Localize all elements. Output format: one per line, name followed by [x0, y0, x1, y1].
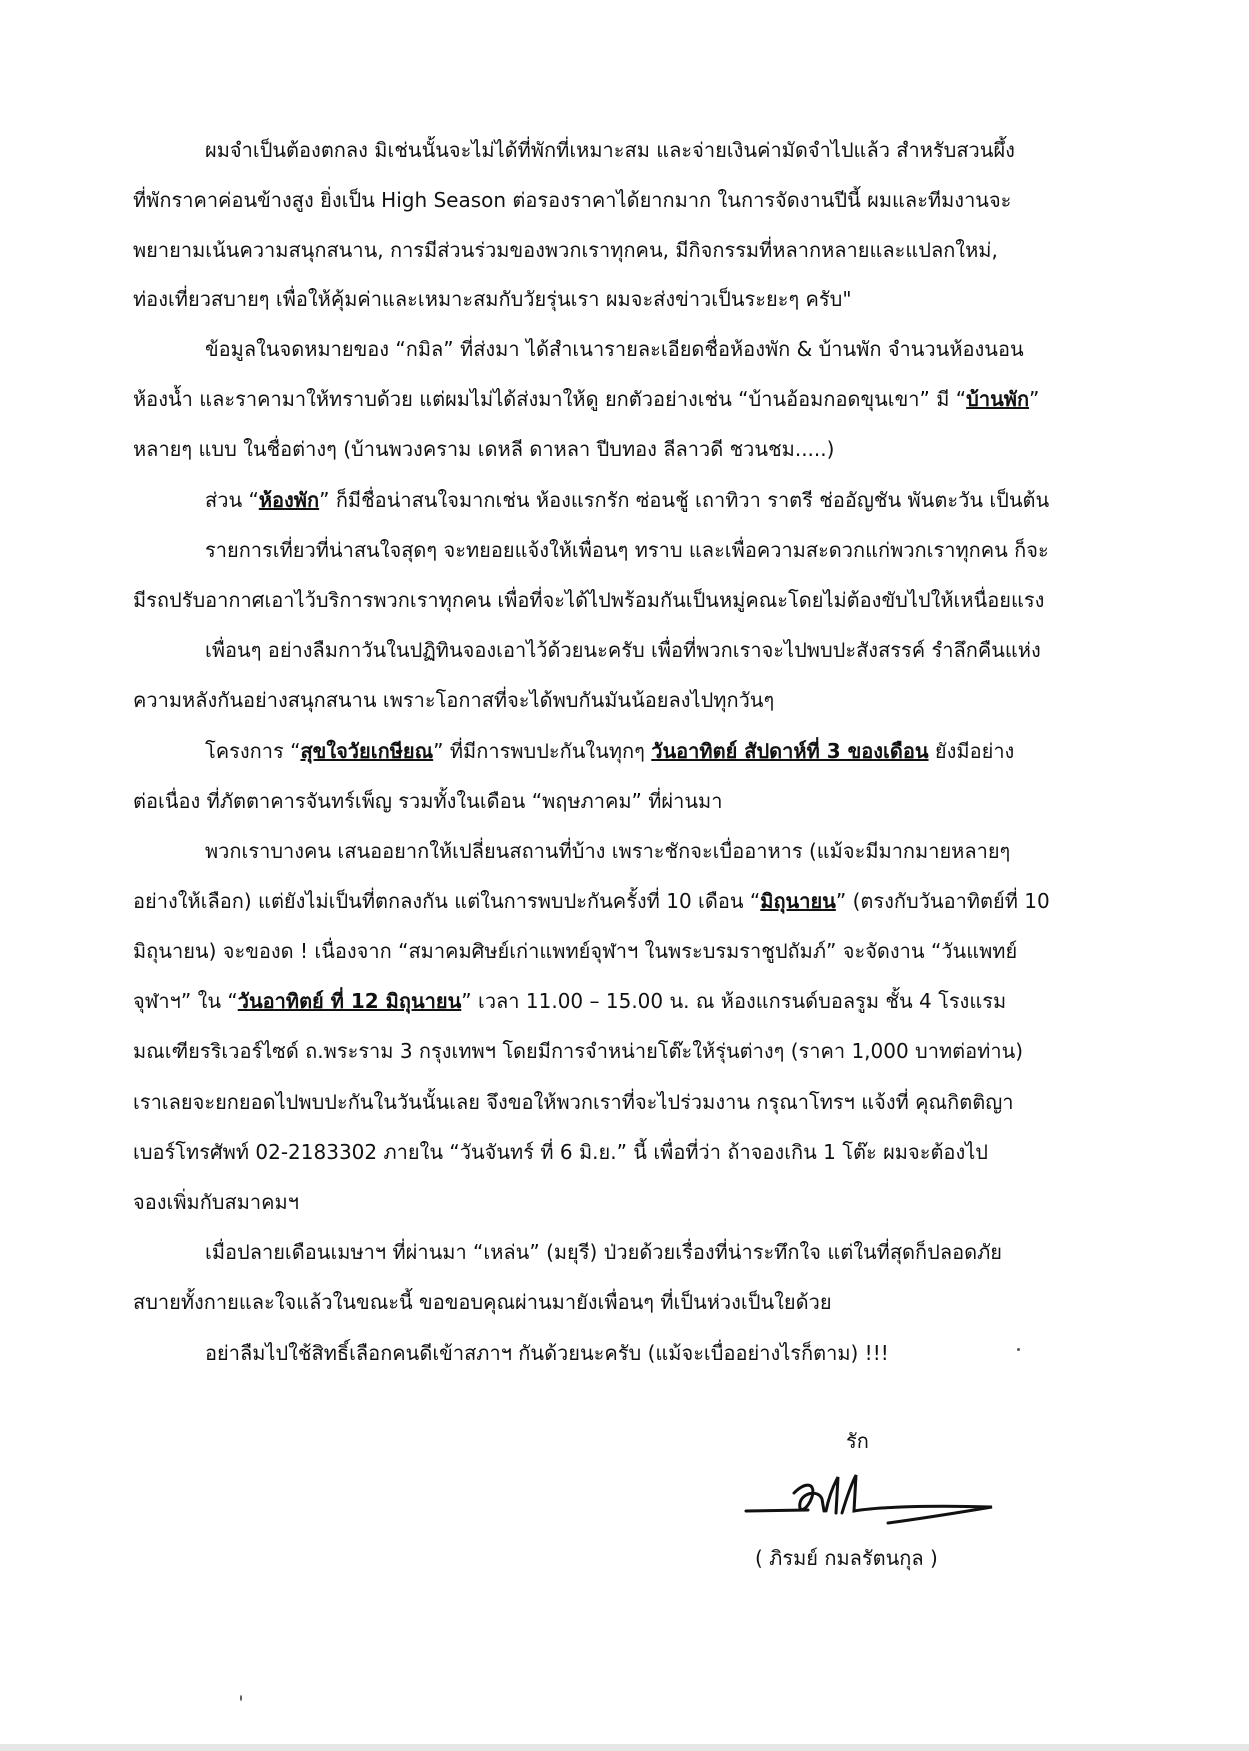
letter-line: สบายทั้งกายและใจแล้วในขณะนี้ ขอขอบคุณผ่านมายังเพื่อนๆ ที่เป็นห่วงเป็นใยด้วย [133, 1290, 832, 1314]
letter-text: ” [1029, 387, 1040, 411]
underlined-term: วันอาทิตย์ สัปดาห์ที่ 3 ของเดือน [651, 739, 929, 763]
letter-line: ท่องเที่ยวสบายๆ เพื่อให้คุ้มค่าและเหมาะสมกับวัยรุ่นเรา ผมจะส่งข่าวเป็นระยะๆ ครับ" [133, 287, 852, 311]
letter-line: ต่อเนื่อง ที่ภัตตาคารจันทร์เพ็ญ รวมทั้งในเดือน “พฤษภาคม” ที่ผ่านมา [133, 789, 723, 813]
signature-name: ( ภิรมย์ กมลรัตนกุล ) [755, 1546, 938, 1570]
letter-line [133, 886, 1050, 916]
scan-speck [240, 1695, 242, 1701]
letter-text: ยังมีอย่าง [928, 739, 1015, 763]
scan-edge [0, 1744, 1249, 1751]
letter-text: โครงการ “ [205, 739, 301, 763]
underlined-term: มิถุนายน [760, 889, 836, 913]
letter-line [205, 736, 1014, 766]
letter-line: ผมจำเป็นต้องตกลง มิเช่นนั้นจะไม่ได้ที่พักที่เหมาะสม และจ่ายเงินค่ามัดจำไปแล้ว สำหรับสวนผึ้ง [205, 138, 1015, 162]
letter-text: ” ก็มีชื่อน่าสนใจมากเช่น ห้องแรกรัก ซ่อนชู้ เถาทิวา ราตรี ช่ออัญชัน พันตะวัน เป็นต้น [319, 488, 1050, 512]
letter-line [133, 986, 1006, 1016]
letter-line: มณเฑียรริเวอร์ไซด์ ถ.พระราม 3 กรุงเทพฯ โดยมีการจำหน่ายโต๊ะให้รุ่นต่างๆ (ราคา 1,000 บาทต่อท่าน) [133, 1039, 1024, 1063]
letter-line: พวกเราบางคน เสนออยากให้เปลี่ยนสถานที่บ้าง เพราะชักจะเบื่ออาหาร (แม้จะมีมากมายหลายๆ [205, 839, 1011, 863]
closing-word: รัก [846, 1429, 869, 1453]
letter-line: พยายามเน้นความสนุกสนาน, การมีส่วนร่วมของพวกเราทุกคน, มีกิจกรรมที่หลากหลายและแปลกใหม่, [133, 238, 998, 262]
letter-line: เพื่อนๆ อย่างลืมกาวันในปฏิทินจองเอาไว้ด้วยนะครับ เพื่อที่พวกเราจะไปพบปะสังสรรค์ รำลึกคืนแห่ง [205, 638, 1041, 662]
letter-line: ข้อมูลในจดหมายของ “กมิล” ที่ส่งมา ได้สำเนารายละเอียดชื่อห้องพัก & บ้านพัก จำนวนห้องนอน [205, 337, 1024, 361]
letter-line: รายการเที่ยวที่น่าสนใจสุดๆ จะทยอยแจ้งให้เพื่อนๆ ทราบ และเพื่อความสะดวกแก่พวกเราทุกคน ก็จะ [205, 538, 1049, 562]
scan-speck [1017, 1348, 1020, 1351]
letter-line: เบอร์โทรศัพท์ 02-2183302 ภายใน “วันจันทร์ ที่ 6 มิ.ย.” นี้ เพื่อที่ว่า ถ้าจองเกิน 1 โต๊ะ ผมจะต้องไป [133, 1140, 988, 1164]
underlined-term: ห้องพัก [258, 488, 320, 512]
underlined-term: บ้านพัก [966, 387, 1030, 411]
letter-line: ความหลังกันอย่างสนุกสนาน เพราะโอกาสที่จะได้พบกันมันน้อยลงไปทุกวันๆ [133, 688, 775, 712]
letter-text: อย่างให้เลือก) แต่ยังไม่เป็นที่ตกลงกัน แต่ในการพบปะกันครั้งที่ 10 เดือน “ [133, 889, 761, 913]
letter-line: มิถุนายน) จะของด ! เนื่องจาก “สมาคมศิษย์เก่าแพทย์จุฬาฯ ในพระบรมราชูปถัมภ์” จะจัดงาน “วันแพทย์ [133, 939, 1018, 963]
letter-line: เราเลยจะยกยอดไปพบปะกันในวันนั้นเลย จึงขอให้พวกเราที่จะไปร่วมงาน กรุณาโทรฯ แจ้งที่ คุณกิตติญา [133, 1090, 1014, 1114]
letter-text: ห้องน้ำ และราคามาให้ทราบด้วย แต่ผมไม่ได้ส่งมาให้ดู ยกตัวอย่างเช่น “บ้านอ้อมกอดขุนเขา” มี “ [133, 387, 967, 411]
letter-text: ” ที่มีการพบปะกันในทุกๆ [433, 739, 652, 763]
letter-text: ส่วน “ [205, 488, 259, 512]
letter-line [133, 384, 1039, 414]
letter-line [205, 485, 1049, 515]
letter-line: ที่พักราคาค่อนข้างสูง ยิ่งเป็น High Season ต่อรองราคาได้ยากมาก ในการจัดงานปีนี้ ผมและทีมงานจะ [133, 188, 1012, 212]
letter-text: ” เวลา 11.00 – 15.00 น. ณ ห้องแกรนด์บอลรูม ชั้น 4 โรงแรม [461, 989, 1007, 1013]
letter-line: อย่าลืมไปใช้สิทธิ์เลือกคนดีเข้าสภาฯ กันด้วยนะครับ (แม้จะเบื่ออย่างไรก็ตาม) !!! [205, 1341, 889, 1365]
underlined-term: สุขใจวัยเกษียณ [300, 739, 434, 763]
letter-line: มีรถปรับอากาศเอาไว้บริการพวกเราทุกคน เพื่อที่จะได้ไปพร้อมกันเป็นหมู่คณะโดยไม่ต้องขับไปให้เหนื่อยแรง [133, 588, 1045, 612]
letter-text: ” (ตรงกับวันอาทิตย์ที่ 10 [835, 889, 1050, 913]
letter-line: จองเพิ่มกับสมาคมฯ [133, 1190, 299, 1214]
underlined-term: วันอาทิตย์ ที่ 12 มิถุนายน [237, 989, 462, 1013]
letter-text: จุฬาฯ” ใน “ [133, 989, 238, 1013]
signature-image [738, 1463, 1008, 1533]
letter-line: เมื่อปลายเดือนเมษาฯ ที่ผ่านมา “เหล่น” (มยุรี) ป่วยด้วยเรื่องที่น่าระทึกใจ แต่ในที่สุดก็ปลอดภัย [205, 1240, 1002, 1264]
letter-line: หลายๆ แบบ ในชื่อต่างๆ (บ้านพวงคราม เดหลี ดาหลา ปีบทอง ลีลาวดี ชวนชม.....) [133, 437, 835, 461]
